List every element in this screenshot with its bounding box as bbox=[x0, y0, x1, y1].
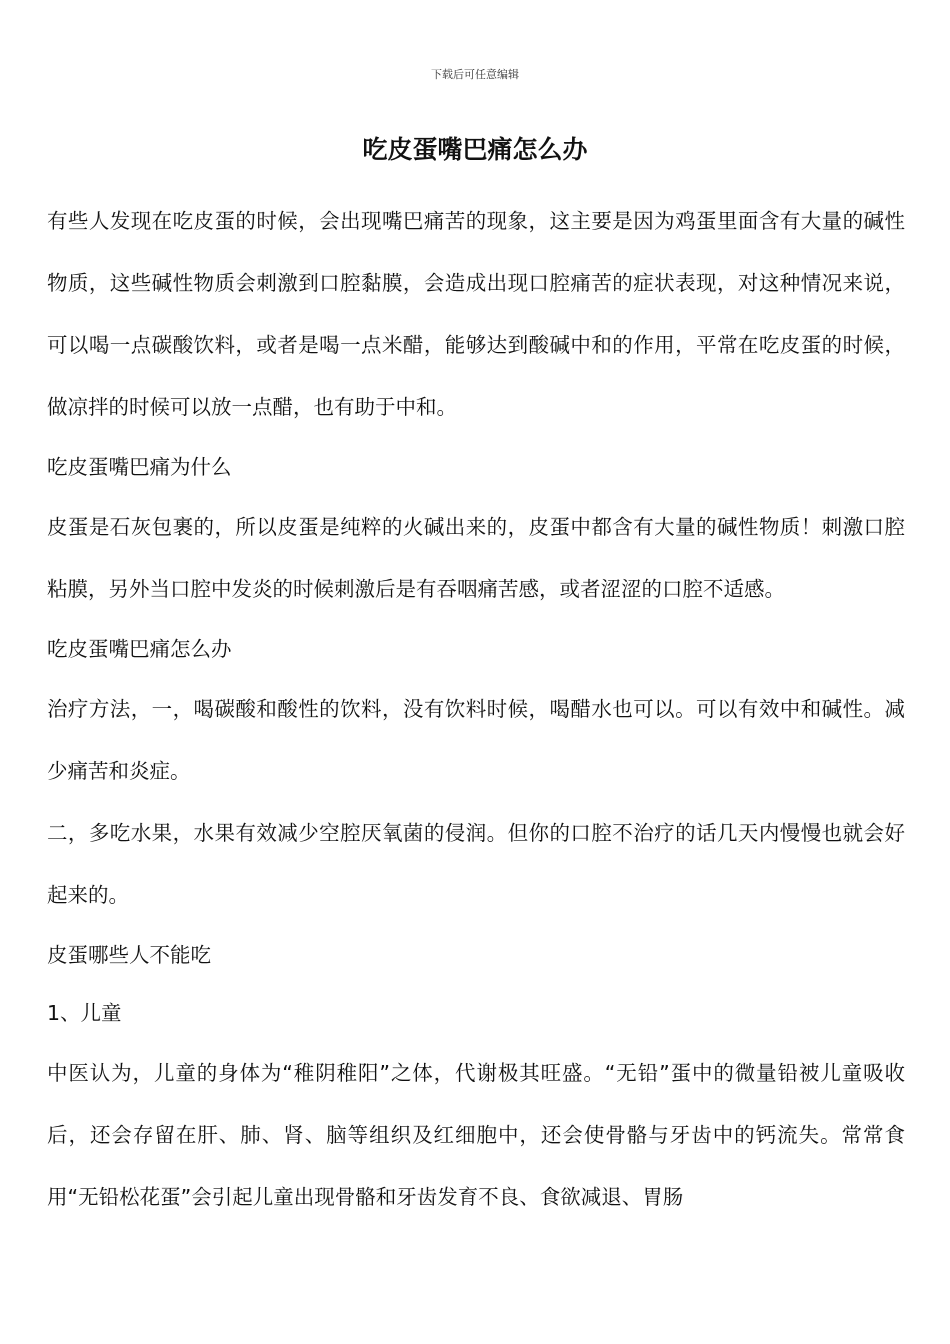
document-title: 吃皮蛋嘴巴痛怎么办 bbox=[362, 135, 588, 164]
section-heading-why: 吃皮蛋嘴巴痛为什么 bbox=[47, 455, 232, 479]
section-heading-remedy: 吃皮蛋嘴巴痛怎么办 bbox=[47, 637, 232, 661]
subheading-children: 1、儿童 bbox=[47, 1001, 122, 1025]
paragraph-children: 中医认为，儿童的身体为“稚阴稚阳”之体，代谢极其旺盛。“无铅”蛋中的微量铅被儿童吸收后，还会存留在肝、肺、肾、脑等组织及红细胞中，还会使骨骼与牙齿中的钙流失。常常食用“无铅松花蛋”会引起儿童出现骨骼和牙齿发育不良、食欲减退、胃肠 bbox=[47, 1061, 905, 1209]
paragraph-remedy-one: 治疗方法，一，喝碳酸和酸性的饮料，没有饮料时候，喝醋水也可以。可以有效中和碱性。减少痛苦和炎症。 bbox=[47, 697, 905, 783]
section-heading-who-cannot-eat: 皮蛋哪些人不能吃 bbox=[47, 943, 211, 967]
document-body bbox=[47, 190, 905, 1228]
paragraph-remedy-two: 二，多吃水果，水果有效减少空腔厌氧菌的侵润。但你的口腔不治疗的话几天内慢慢也就会好起来的。 bbox=[47, 821, 905, 907]
paragraph-intro: 有些人发现在吃皮蛋的时候，会出现嘴巴痛苦的现象，这主要是因为鸡蛋里面含有大量的碱性物质，这些碱性物质会刺激到口腔黏膜，会造成出现口腔痛苦的症状表现，对这种情况来说，可以喝一点碳酸饮料，或者是喝一点米醋，能够达到酸碱中和的作用，平常在吃皮蛋的时候，做凉拌的时候可以放一点醋，也有助于中和。 bbox=[47, 209, 905, 419]
paragraph-why: 皮蛋是石灰包裹的，所以皮蛋是纯粹的火碱出来的，皮蛋中都含有大量的碱性物质！刺激口腔粘膜，另外当口腔中发炎的时候刺激后是有吞咽痛苦感，或者涩涩的口腔不适感。 bbox=[47, 515, 905, 601]
header-note: 下载后可任意编辑 bbox=[431, 68, 519, 81]
